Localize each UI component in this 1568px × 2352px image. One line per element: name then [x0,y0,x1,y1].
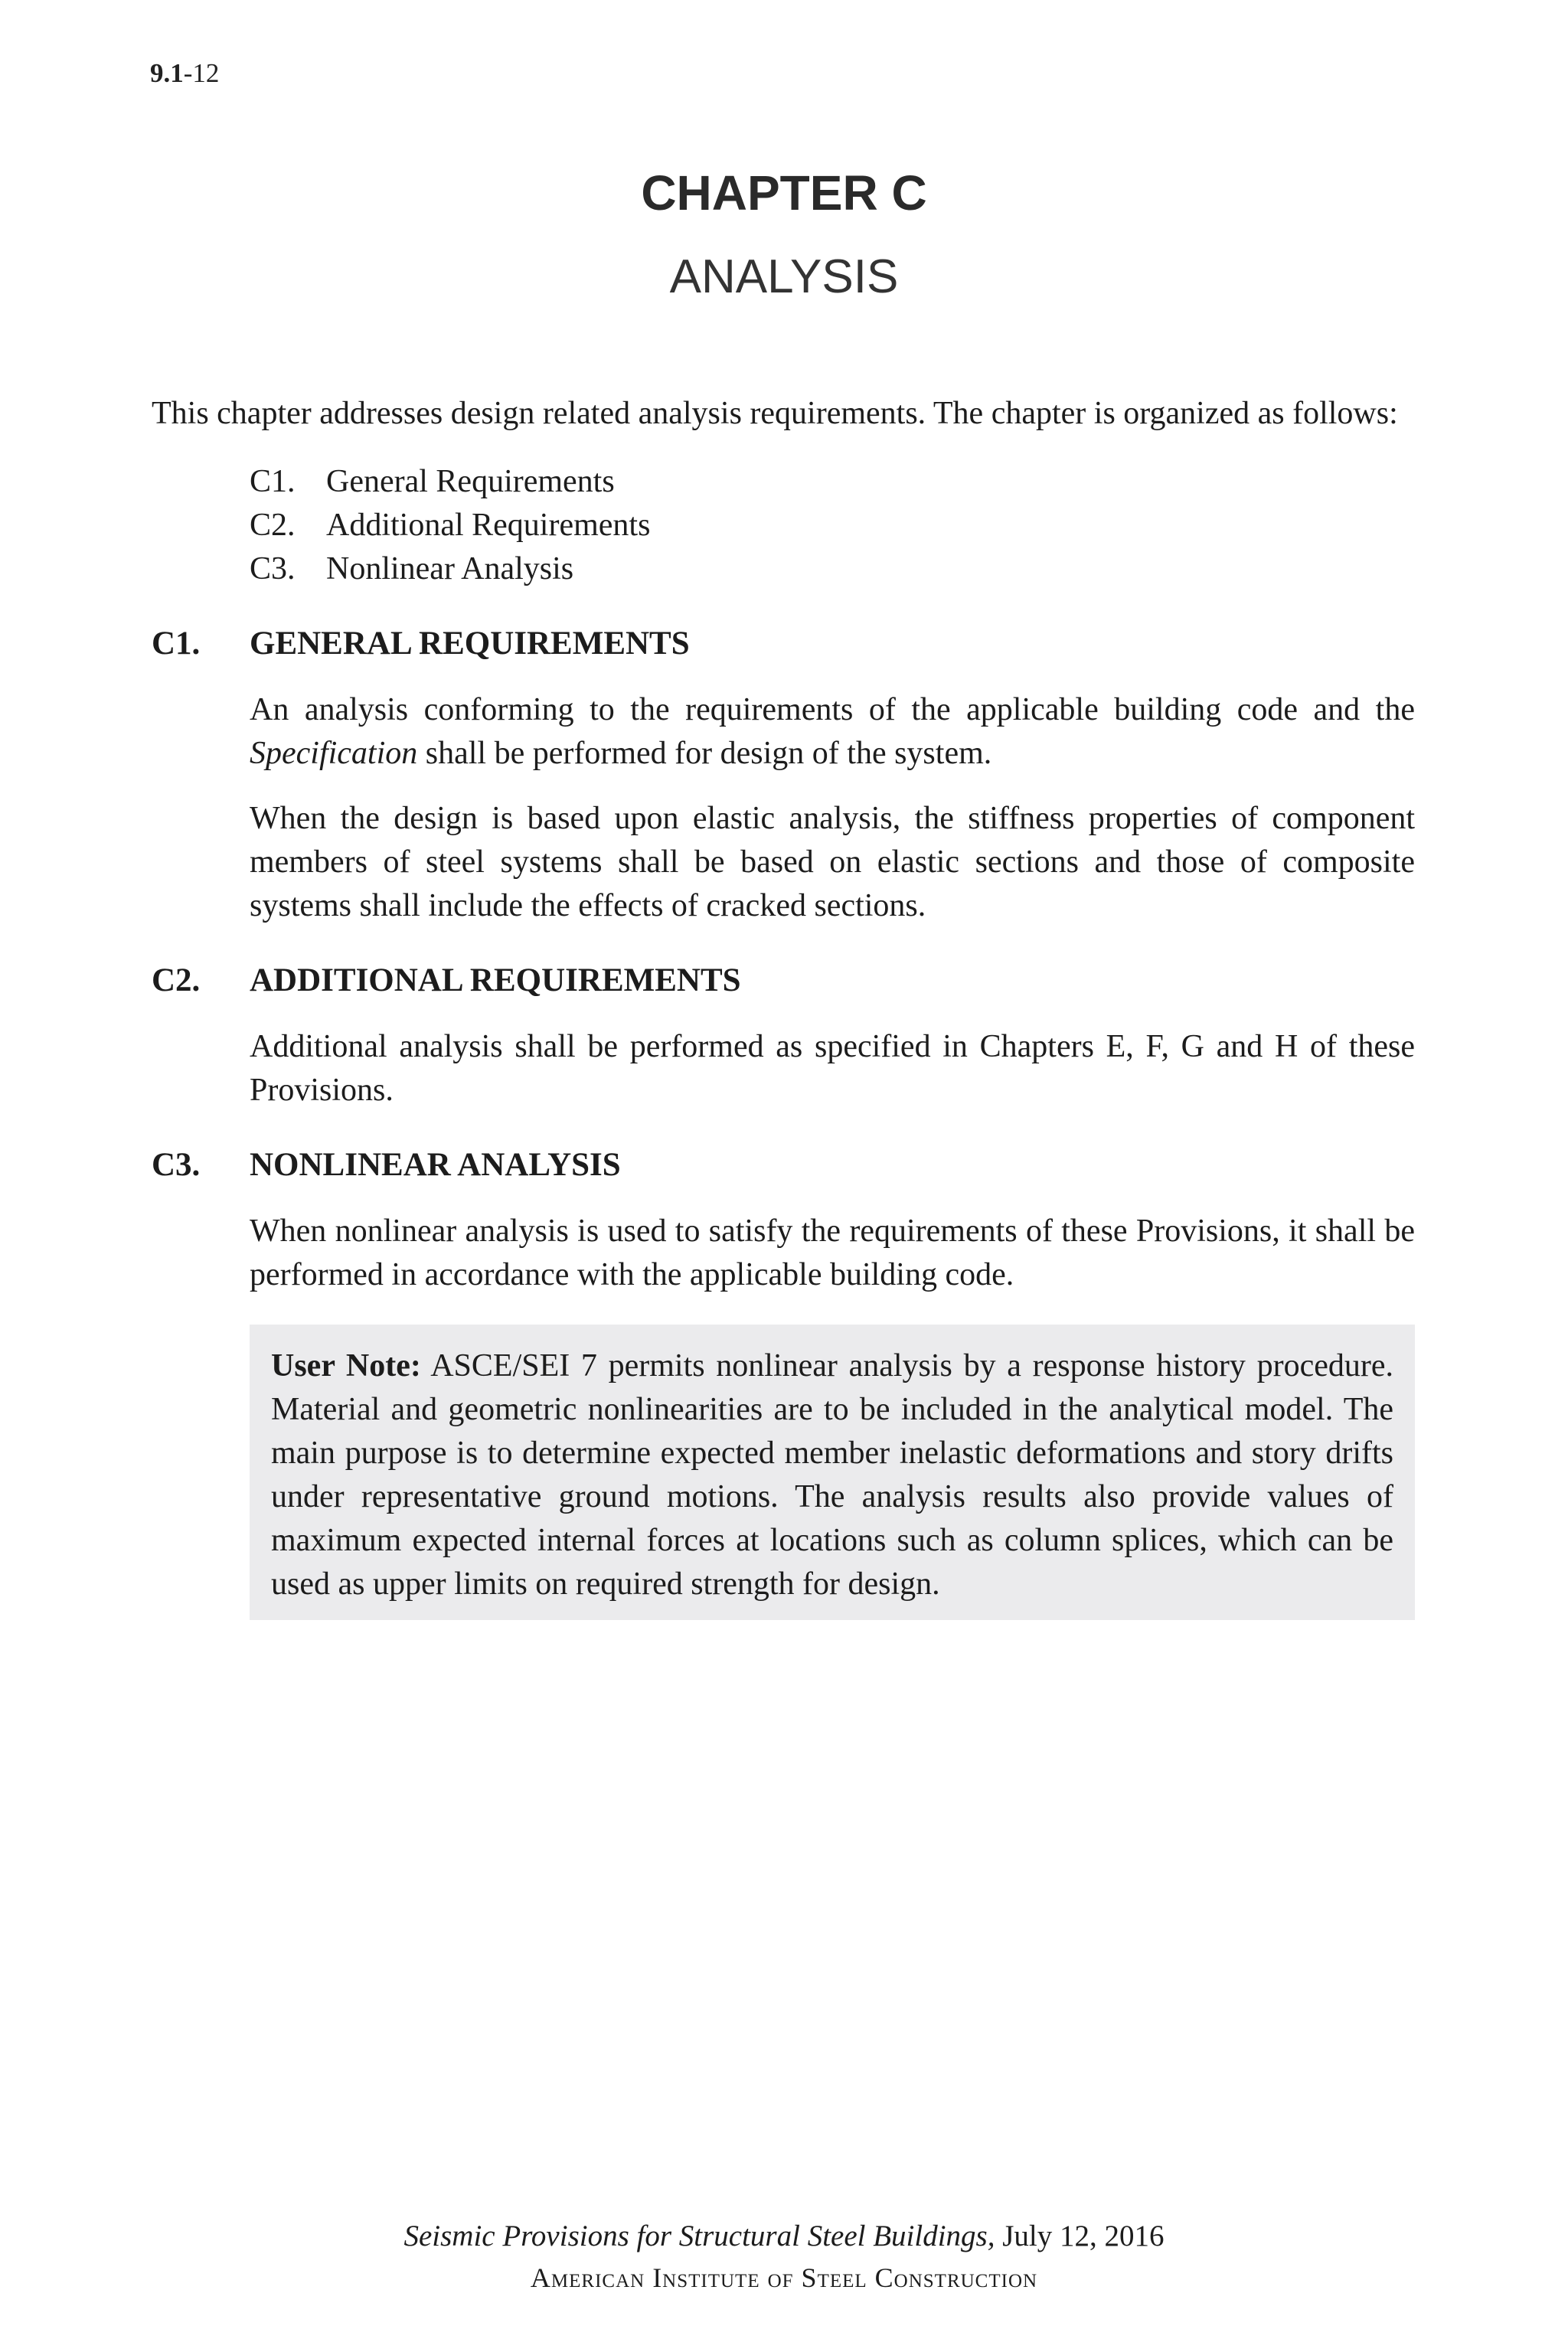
section-c3 [152,1143,1415,1620]
paragraph: When nonlinear analysis is used to satisfy the requirements of these Provisions, it shall be performed in accordance with the applicable building code. [250,1214,1415,1292]
paragraph [250,688,1415,776]
page-content [152,392,1415,1620]
chapter-contents-list [250,460,1415,591]
section-heading [152,622,1415,665]
list-item-label: Nonlinear Analysis [326,551,574,586]
publisher-name: American Institute of Steel Construction [530,2262,1038,2293]
user-note-label: User Note: [271,1348,421,1383]
section-c1 [152,622,1415,928]
list-item [250,547,1415,591]
paragraph-text: shall be performed for design of the system. [417,736,992,771]
page-number-rest: -12 [183,58,220,88]
chapter-header [0,161,1568,309]
page-footer [0,2216,1568,2298]
publication-title: Seismic Provisions for Structural Steel Buildings, [403,2220,995,2252]
chapter-title: CHAPTER C [641,165,927,220]
list-item-label: General Requirements [326,464,615,499]
intro-paragraph: This chapter addresses design related analysis requirements. The chapter is organized as follows: [152,396,1398,431]
section-number: C3. [152,1147,201,1183]
list-item-number: C1. [250,464,296,499]
section-number: C1. [152,626,201,662]
page-number [150,58,219,89]
section-heading [152,1143,1415,1187]
publication-date: July 12, 2016 [995,2220,1165,2252]
section-title: ADDITIONAL REQUIREMENTS [250,962,741,998]
chapter-subtitle: ANALYSIS [669,250,899,303]
user-note-text: ASCE/SEI 7 permits nonlinear analysis by a response history procedure. Material and geometric nonlinearities are to be included in the analytical model. The main purpose is to determine expected member inelastic deformations and story drifts under representative ground motions. The analysis results also provide values of maximum expected internal forces at locations such as column splices, which can be used as upper limits on required strength for design. [271,1348,1393,1602]
list-item [250,460,1415,504]
list-item-number: C3. [250,551,296,586]
paragraph: When the design is based upon elastic analysis, the stiffness properties of component members of steel systems shall be based on elastic sections and those of composite systems shall include the effects of cracked sections. [250,801,1415,923]
list-item-number: C2. [250,508,296,543]
section-body [250,1210,1415,1297]
user-note-box [250,1325,1415,1620]
specification-term: Specification [250,736,418,771]
section-heading [152,959,1415,1002]
section-title: NONLINEAR ANALYSIS [250,1147,621,1183]
section-number: C2. [152,962,201,998]
section-body [250,688,1415,928]
section-title: GENERAL REQUIREMENTS [250,626,690,662]
footer-line-1 [0,2216,1568,2257]
paragraph: Additional analysis shall be performed as specified in Chapters E, F, G and H of these Provisions. [250,1029,1415,1108]
list-item [250,504,1415,547]
paragraph-text: An analysis conforming to the requirements of the applicable building code and the [250,692,1415,727]
page-number-bold: 9.1 [150,58,184,88]
list-item-label: Additional Requirements [326,508,651,543]
section-c2 [152,959,1415,1112]
section-body [250,1025,1415,1112]
